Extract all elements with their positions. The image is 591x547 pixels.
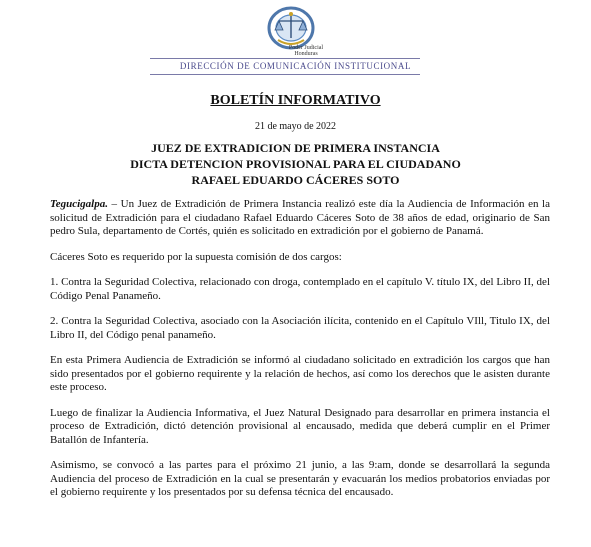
headline-line-2: DICTA DETENCION PROVISIONAL PARA EL CIUDADANO <box>130 157 461 171</box>
header-rule-bottom <box>150 74 420 75</box>
place-name: Tegucigalpa. <box>50 198 108 210</box>
headline-line-3: RAFAEL EDUARDO CÁCERES SOTO <box>191 173 400 187</box>
paragraph-5: En esta Primera Audiencia de Extradición se informó al ciudadano solicitado en extradición los cargos que han sido presentados por el gobierno requirente y la relación de hechos, así como los derechos que le asisten durante este proceso. <box>50 354 550 393</box>
headline <box>0 140 591 188</box>
logo-caption <box>276 45 336 57</box>
bulletin-date: 21 de mayo de 2022 <box>254 121 337 132</box>
direccion-heading: DIRECCIÓN DE COMUNICACIÓN INSTITUCIONAL <box>179 61 412 71</box>
org-line-1: Poder Judicial <box>288 45 324 51</box>
paragraph-3: 1. Contra la Seguridad Colectiva, relacionado con droga, contemplado en el capítulo V. título IX, del Libro II, del Código Penal Panameño. <box>50 276 550 302</box>
paragraph-1-text: – Un Juez de Extradición de Primera Instancia realizó este día la Audiencia de Información en la solicitud de Extradición para el ciudadano Rafael Eduardo Cáceres Soto de 38 años de edad, originario de San pedro Sula, departamento de Cortés, quién es solicitado en extradición por el gobierno de Panamá. <box>50 198 550 237</box>
paragraph-4: 2. Contra la Seguridad Colectiva, asociado con la Asociación ilícita, contenido en el Capítulo VIll, Titulo IX, del Libro II, del Código penal panameño. <box>50 315 550 341</box>
bulletin-body <box>50 198 550 500</box>
paragraph-7: Asimismo, se convocó a las partes para el próximo 21 junio, a las 9:am, donde se desarrollará la segunda Audiencia del proceso de Extradición en la cual se presentarán y evacuarán los medios probatorios enviadas por el gobierno requirente y los presentados por su defensa técnica del encausado. <box>50 459 550 498</box>
header-rule-top <box>150 58 420 59</box>
paragraph-2: Cáceres Soto es requerido por la supuesta comisión de dos cargos: <box>50 250 342 263</box>
paragraph-6: Luego de finalizar la Audiencia Informativa, el Juez Natural Designado para desarrollar en primera instancia el proceso de Extradición, dictó detención provisional al encausado, medida que deberá cumplir en el Primer Batallón de Infantería. <box>50 406 550 446</box>
org-line-2: Honduras <box>294 51 318 57</box>
headline-line-1: JUEZ DE EXTRADICION DE PRIMERA INSTANCIA <box>151 141 440 155</box>
paragraph-1 <box>50 198 550 239</box>
bulletin-title: BOLETÍN INFORMATIVO <box>210 93 381 108</box>
